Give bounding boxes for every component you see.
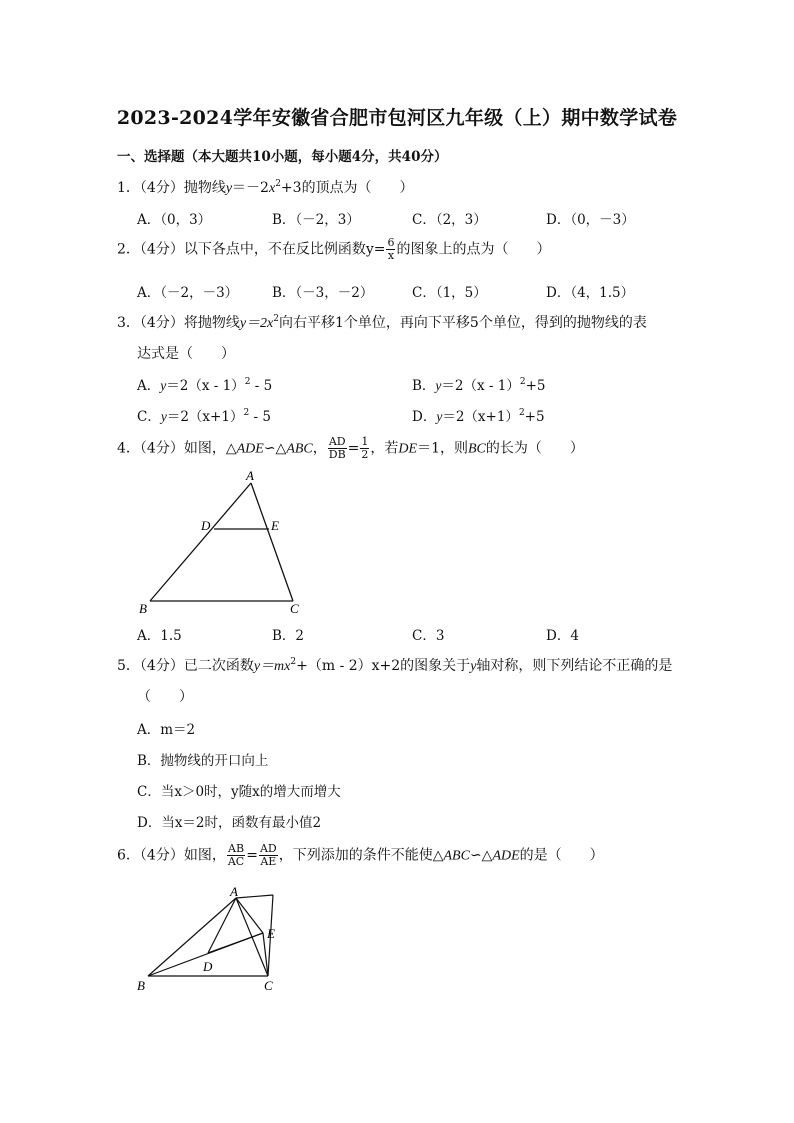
q5-option-b: B．抛物线的开口向上 xyxy=(137,753,269,769)
q1-expr-y: y xyxy=(225,181,233,196)
q4-frac-den: DB xyxy=(328,448,346,461)
q3c-post: - 5 xyxy=(249,409,271,425)
q4-sim: ∽△ xyxy=(263,440,287,457)
q1-expr-exp: 2 xyxy=(275,179,281,189)
q6-label-c: C xyxy=(264,978,273,993)
q3a-post: - 5 xyxy=(250,378,273,394)
q3a-body: ＝2（x - 1） xyxy=(166,378,245,394)
q4-label-b: B xyxy=(139,601,147,616)
q1-option-a: A．（0，3） xyxy=(137,212,212,228)
q3b-y: y xyxy=(435,378,442,393)
q4-frac-value xyxy=(360,436,369,461)
q5-expr2: +（m - 2）x+2的图象关于 xyxy=(296,658,471,674)
q6-lead: 6．（4分）如图， xyxy=(117,847,226,864)
section-heading: 一、选择题（本大题共10小题，每小题4分，共40分） xyxy=(117,149,448,165)
q3-expr: y＝2x xyxy=(239,316,274,331)
page-title: 2023-2024学年安徽省合肥市包河区九年级（上）期中数学试卷 xyxy=(116,107,678,129)
q4-figure xyxy=(130,466,320,618)
q6-frac-1 xyxy=(227,843,245,868)
q6-f2-den: AE xyxy=(260,855,277,868)
q4-line-ab xyxy=(150,483,251,601)
q1-option-c: C．（2，3） xyxy=(412,212,487,228)
q4-option-d: D．4 xyxy=(546,628,579,644)
q4-label-a: A xyxy=(246,468,254,483)
q3c-y: y xyxy=(160,409,167,424)
q6-f1-num: AB xyxy=(228,842,245,855)
question-1 xyxy=(117,177,414,197)
q6-f2-num: AD xyxy=(259,842,277,855)
q6-line-ab xyxy=(148,898,236,976)
q6-label-b: B xyxy=(137,978,145,993)
q1-expr-b: ＝－2 xyxy=(232,180,269,196)
q4-eq: = xyxy=(347,440,360,457)
q4-frac-ratio xyxy=(328,436,347,461)
q4-mid2: ＝1，则 xyxy=(417,440,468,457)
q2-lead: 2．（4分）以下各点中，不在反比例函数 xyxy=(117,241,366,258)
q6-tri1: ABC xyxy=(443,848,470,864)
q3b-body: ＝2（x - 1） xyxy=(441,378,520,394)
q4-comma: ， xyxy=(312,440,327,457)
q6-f1-den: AC xyxy=(227,855,245,868)
q3c-pre: C． xyxy=(137,409,161,425)
q4-lead: 4．（4分）如图，△ xyxy=(117,440,237,457)
q3c-exp: 2 xyxy=(243,408,250,418)
q4-label-c: C xyxy=(290,601,299,616)
q3-line2: 达式是（ ） xyxy=(137,346,235,362)
q6-label-d: D xyxy=(203,959,213,974)
q2-frac-den: x xyxy=(387,249,395,262)
q2-option-a: A．（－2，－3） xyxy=(137,285,239,301)
q3d-y: y xyxy=(436,409,443,424)
q1-option-d: D．（0，－3） xyxy=(546,212,635,228)
q5-expr1: y＝mx xyxy=(253,659,291,674)
q5-option-c: C．当x＞0时，y随x的增大而增大 xyxy=(137,784,341,800)
question-4 xyxy=(117,436,584,461)
q3a-y: y xyxy=(160,378,167,393)
q4-de: DE xyxy=(398,441,418,457)
q5-tail: 轴对称，则下列结论不正确的是 xyxy=(476,658,673,674)
q6-frac-2 xyxy=(259,843,278,868)
q5-line2: （ ） xyxy=(137,689,193,705)
q5-option-a: A．m＝2 xyxy=(137,722,196,738)
q5-exp: 2 xyxy=(290,657,297,667)
q4-option-c: C．3 xyxy=(412,628,445,644)
question-5 xyxy=(117,655,672,675)
q4-frac-num: AD xyxy=(328,435,346,448)
q3d-exp: 2 xyxy=(518,408,525,418)
question-3 xyxy=(117,312,647,332)
q4-val-den: 2 xyxy=(361,448,369,461)
q3b-post: +5 xyxy=(525,378,546,394)
q3d-post: +5 xyxy=(524,409,545,425)
q4-bc: BC xyxy=(468,441,486,457)
q6-tri2: ADE xyxy=(492,848,520,864)
question-2 xyxy=(117,237,550,262)
q1-tail: 的顶点为（ ） xyxy=(301,180,414,196)
q2-fraction xyxy=(386,237,395,262)
q5-option-d: D．当x＝2时，函数有最小值2 xyxy=(137,815,322,831)
q4-mid: ，若 xyxy=(370,440,399,457)
q2-func-y: y= xyxy=(365,241,386,258)
q4-label-e: E xyxy=(271,518,279,533)
q4-label-d: D xyxy=(201,518,211,533)
q2-option-c: C．（1，5） xyxy=(412,285,487,301)
q6-line-top xyxy=(236,895,273,898)
q3-exp: 2 xyxy=(273,314,279,324)
q3a-exp: 2 xyxy=(244,377,251,387)
q6-mid: ，下列添加的条件不能使△ xyxy=(278,847,444,864)
q2-tail: 的图象上的点为（ ） xyxy=(396,241,551,258)
q1-expr-x: x xyxy=(268,181,276,196)
q2-option-b: B．（－3，－2） xyxy=(272,285,374,301)
q3-option-b xyxy=(412,374,546,394)
q1-expr-d: +3 xyxy=(280,180,302,196)
q4-tail: 的长为（ ） xyxy=(485,440,584,457)
q4-tri1: ADE xyxy=(236,441,264,457)
q6-line-ae xyxy=(236,898,263,933)
q3-option-d xyxy=(412,405,545,425)
q3-tail: 向右平移1个单位，再向下平移5个单位，得到的抛物线的表 xyxy=(279,315,647,331)
q4-val-num: 1 xyxy=(361,435,369,448)
q4-tri2: ABC xyxy=(286,441,313,457)
q4-option-a: A．1.5 xyxy=(137,628,182,644)
q6-sim: ∽△ xyxy=(469,847,493,864)
q3b-pre: B． xyxy=(412,378,436,394)
q6-figure xyxy=(130,880,290,998)
q6-tail: 的是（ ） xyxy=(519,847,604,864)
q3-lead: 3．（4分）将抛物线 xyxy=(117,315,240,331)
q3d-pre: D． xyxy=(412,409,437,425)
q4-line-ac xyxy=(251,483,293,601)
q3-option-c xyxy=(137,405,271,425)
q3b-exp: 2 xyxy=(519,377,526,387)
q3c-body: ＝2（x+1） xyxy=(166,409,244,425)
q3d-body: ＝2（x+1） xyxy=(442,409,519,425)
q1-lead: 1．（4分）抛物线 xyxy=(117,180,226,196)
q4-option-b: B．2 xyxy=(272,628,305,644)
q6-label-e: E xyxy=(267,926,275,941)
q6-label-a: A xyxy=(230,884,238,899)
q3a-pre: A． xyxy=(137,378,161,394)
q1-option-b: B．（－2，3） xyxy=(272,212,360,228)
q2-option-d: D．（4，1.5） xyxy=(546,285,635,301)
question-6 xyxy=(117,843,604,868)
q2-frac-num: 6 xyxy=(387,236,395,249)
q5-lead: 5．（4分）已二次函数 xyxy=(117,658,254,674)
q5-yaxis: y xyxy=(470,659,477,674)
q3-option-a xyxy=(137,374,272,394)
q6-eq: = xyxy=(246,847,258,864)
